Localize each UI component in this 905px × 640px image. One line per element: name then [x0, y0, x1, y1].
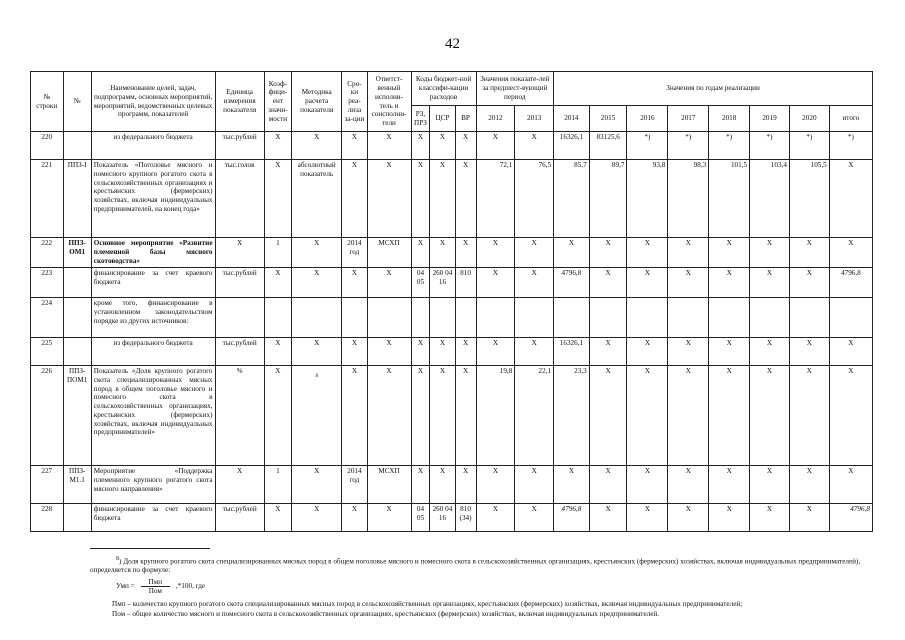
row-csr: X [430, 366, 455, 466]
row-2014: 85,7 [554, 160, 590, 238]
formula-fraction [141, 578, 171, 595]
row-vr: X [455, 132, 476, 160]
formula-numerator: Пмп [141, 578, 171, 587]
row-2012: X [476, 504, 515, 532]
footnote-definition [90, 556, 880, 575]
row-coef: X [264, 338, 291, 366]
header-years-values: Значения по годам реализации [554, 72, 873, 106]
header-year-2017: 2017 [668, 106, 709, 132]
row-2013: X [515, 268, 554, 298]
row-2020: X [789, 338, 829, 366]
row-terms: X [342, 268, 367, 298]
row-total: X [829, 160, 872, 238]
row-2013: X [515, 338, 554, 366]
row-vr: X [455, 338, 476, 366]
row-method [292, 298, 342, 338]
header-year-2016: 2016 [627, 106, 668, 132]
row-terms: X [342, 504, 367, 532]
row-executor: X [367, 132, 411, 160]
row-number: 222 [31, 238, 64, 268]
row-2018: X [709, 466, 750, 504]
row-2015: X [589, 338, 627, 366]
row-executor: МСХП [367, 466, 411, 504]
row-name: Показатель «Доля крупного рогатого скота специализированных мясных пород в общем поголовье мясного и помесного скота в сельскохозяйственных организациях, крестьянских (фермерских) хозяйствах, включая индивидуальных предпринимателей» [91, 366, 215, 466]
header-vr: ВР [455, 106, 476, 132]
formula-right: ,*100, где [175, 582, 206, 591]
row-csr [430, 298, 455, 338]
row-2012 [476, 298, 515, 338]
row-2014: 16326,1 [554, 338, 590, 366]
header-row-number: № строки [31, 72, 64, 132]
row-2020: 105,5 [789, 160, 829, 238]
row-name: финансирование за счет краевого бюджета [91, 268, 215, 298]
header-row-1 [31, 72, 873, 106]
header-name: Наименование целей, задач, подпрограмм, основных мероприятий, мероприятий, ведомственных целевых программ, показателей [91, 72, 215, 132]
row-coef: X [264, 160, 291, 238]
row-rz: X [411, 238, 430, 268]
row-terms [342, 298, 367, 338]
row-2020: X [789, 466, 829, 504]
row-coef: X [264, 504, 291, 532]
row-2012: X [476, 268, 515, 298]
header-year-2019: 2019 [750, 106, 790, 132]
table-row [31, 366, 873, 466]
row-coef [264, 298, 291, 338]
table-row [31, 504, 873, 532]
row-number: 221 [31, 160, 64, 238]
header-year-2018: 2018 [709, 106, 750, 132]
row-executor: X [367, 366, 411, 466]
row-2020: X [789, 504, 829, 532]
row-rz: X [411, 160, 430, 238]
row-2016 [627, 298, 668, 338]
row-name: Показатель «Поголовье мясного и помесного крупного рогатого скота в сельскохозяйственных организациях и крестьянских (фермерских) хозяйствах, включая индивидуальных предпринимателей, на конец года» [91, 160, 215, 238]
row-2015: 83125,6 [589, 132, 627, 160]
row-rz: 04 05 [411, 504, 430, 532]
row-2012: 19,8 [476, 366, 515, 466]
row-number: 224 [31, 298, 64, 338]
row-2016: X [627, 268, 668, 298]
row-number: 220 [31, 132, 64, 160]
table-row [31, 466, 873, 504]
row-2015: 89,7 [589, 160, 627, 238]
header-coefficient: Коэф-фици-ент значи-мости [264, 72, 291, 132]
row-code: ППЗ-ОМ1 [63, 238, 91, 268]
row-csr: X [430, 132, 455, 160]
row-executor: X [367, 338, 411, 366]
row-2015: X [589, 466, 627, 504]
row-2015: X [589, 268, 627, 298]
row-2018: X [709, 504, 750, 532]
row-2015: X [589, 504, 627, 532]
row-rz: X [411, 466, 430, 504]
row-unit: X [215, 238, 264, 268]
row-vr: X [455, 466, 476, 504]
header-terms: Сро-ки реа-лиза за-ции [342, 72, 367, 132]
row-vr [455, 298, 476, 338]
row-2020: X [789, 268, 829, 298]
row-2015: X [589, 366, 627, 466]
row-2019: *) [750, 132, 790, 160]
row-code: ППЗ-М1.1 [63, 466, 91, 504]
row-2016: X [627, 366, 668, 466]
row-rz: X [411, 338, 430, 366]
header-budget-codes: Коды бюджет-ной классифи-кации расходов [411, 72, 476, 106]
table-row [31, 132, 873, 160]
row-number: 227 [31, 466, 64, 504]
row-method: абсолютный показатель [292, 160, 342, 238]
row-coef: X [264, 132, 291, 160]
row-name: из федерального бюджета [91, 132, 215, 160]
row-rz: X [411, 132, 430, 160]
row-2012: 72,1 [476, 160, 515, 238]
row-method: X [292, 268, 342, 298]
row-2017: X [668, 366, 709, 466]
row-coef: 1 [264, 466, 291, 504]
row-code [63, 504, 91, 532]
row-csr: X [430, 238, 455, 268]
row-method: X [292, 466, 342, 504]
row-2012: X [476, 238, 515, 268]
row-executor: X [367, 504, 411, 532]
row-executor [367, 298, 411, 338]
row-2016: *) [627, 132, 668, 160]
table-row [31, 238, 873, 268]
row-total: X [829, 366, 872, 466]
row-terms: X [342, 132, 367, 160]
row-vr: X [455, 238, 476, 268]
row-vr: X [455, 366, 476, 466]
footnote-mark: 8 [116, 556, 119, 562]
row-2013: 76,5 [515, 160, 554, 238]
row-executor: X [367, 160, 411, 238]
row-2020: *) [789, 132, 829, 160]
footnote-divider [90, 548, 210, 549]
row-2019: X [750, 338, 790, 366]
row-method: X [292, 238, 342, 268]
row-total: 4796,8 [829, 268, 872, 298]
row-2019: X [750, 268, 790, 298]
row-method: X [292, 132, 342, 160]
row-2017 [668, 298, 709, 338]
row-unit: тыс.рублей [215, 268, 264, 298]
header-csr: ЦСР [430, 106, 455, 132]
row-2020: X [789, 366, 829, 466]
row-2012: X [476, 466, 515, 504]
header-year-2015: 2015 [589, 106, 627, 132]
row-2019: 103,4 [750, 160, 790, 238]
row-rz: X [411, 366, 430, 466]
row-code [63, 338, 91, 366]
footnote-text-2: Пмп – количество крупного рогатого скота специализированных мясных пород в сельскохозяйственных организациях, крестьянских (фермерских) хозяйствах, включая индивидуальных предпринимателей; [112, 600, 743, 608]
row-csr: 260 04 16 [430, 268, 455, 298]
row-2019 [750, 298, 790, 338]
row-2012: X [476, 132, 515, 160]
row-2014: 4796,8 [554, 504, 590, 532]
row-2013: X [515, 466, 554, 504]
row-2013: 22,1 [515, 366, 554, 466]
row-2020: X [789, 238, 829, 268]
row-number: 228 [31, 504, 64, 532]
row-2017: X [668, 504, 709, 532]
row-csr: X [430, 466, 455, 504]
row-coef: X [264, 268, 291, 298]
row-number: 225 [31, 338, 64, 366]
row-2018: *) [709, 132, 750, 160]
row-2018: X [709, 238, 750, 268]
formula-denominator: Пом [148, 587, 162, 595]
row-terms: X [342, 160, 367, 238]
row-coef: 1 [264, 238, 291, 268]
row-2017: X [668, 466, 709, 504]
header-method: Методика расчета показателя [292, 72, 342, 132]
row-terms: 2014 год [342, 238, 367, 268]
row-executor: МСХП [367, 238, 411, 268]
row-2016: 93,8 [627, 160, 668, 238]
header-year-2013: 2013 [515, 106, 554, 132]
footnote-text-3: Пом – общее количество мясного и помесного скота в сельскохозяйственных организациях, крестьянских (фермерских) хозяйствах, включая индивидуальных предпринимателей. [112, 610, 660, 618]
row-code [63, 132, 91, 160]
row-code [63, 298, 91, 338]
row-2014: 23,3 [554, 366, 590, 466]
row-number: 226 [31, 366, 64, 466]
header-rz: РЗ, ПРЗ [411, 106, 430, 132]
row-vr: 810 (34) [455, 504, 476, 532]
row-2017: X [668, 338, 709, 366]
row-total: X [829, 466, 872, 504]
formula-left: Умп = [116, 582, 135, 591]
row-vr: 810 [455, 268, 476, 298]
row-2017: X [668, 238, 709, 268]
row-2016: X [627, 504, 668, 532]
row-code: ППЗ-I [63, 160, 91, 238]
row-name: Мероприятие «Поддержка племенного крупного рогатого скота мясного направления» [91, 466, 215, 504]
row-csr: X [430, 338, 455, 366]
row-name: из федерального бюджета [91, 338, 215, 366]
row-2018: X [709, 366, 750, 466]
row-2013: X [515, 238, 554, 268]
row-terms: 2014 год [342, 466, 367, 504]
row-unit: тыс.рублей [215, 338, 264, 366]
row-2015 [589, 298, 627, 338]
row-csr: 260 04 16 [430, 504, 455, 532]
row-2015: X [589, 238, 627, 268]
row-2018 [709, 298, 750, 338]
row-2017: 98,3 [668, 160, 709, 238]
row-code [63, 268, 91, 298]
header-unit: Единица измерения показателя [215, 72, 264, 132]
row-2013: X [515, 132, 554, 160]
row-2018: 101,5 [709, 160, 750, 238]
row-vr: X [455, 160, 476, 238]
row-name: Основное мероприятие «Развитие племенной базы мясного скотоводства» [91, 238, 215, 268]
row-2012: X [476, 338, 515, 366]
row-2018: X [709, 338, 750, 366]
row-unit: тыс.голов [215, 160, 264, 238]
row-unit: тыс.рублей [215, 504, 264, 532]
row-2019: X [750, 466, 790, 504]
row-terms: X [342, 338, 367, 366]
row-2020 [789, 298, 829, 338]
row-2019: X [750, 366, 790, 466]
header-year-2014: 2014 [554, 106, 590, 132]
row-total: X [829, 238, 872, 268]
row-2014 [554, 298, 590, 338]
header-code: № [63, 72, 91, 132]
table-row [31, 298, 873, 338]
row-rz: 04 05 [411, 268, 430, 298]
row-total: *) [829, 132, 872, 160]
header-total: итого [829, 106, 872, 132]
row-2019: X [750, 504, 790, 532]
row-2014: 16326,1 [554, 132, 590, 160]
row-method: 8 [292, 366, 342, 466]
row-2013: X [515, 504, 554, 532]
row-total: 4796,8 [829, 504, 872, 532]
row-unit: % [215, 366, 264, 466]
table-row [31, 160, 873, 238]
row-total [829, 298, 872, 338]
row-unit [215, 298, 264, 338]
row-2014: 4796,8 [554, 268, 590, 298]
row-2013 [515, 298, 554, 338]
row-unit: тыс.рублей [215, 132, 264, 160]
row-2018: X [709, 268, 750, 298]
row-rz [411, 298, 430, 338]
row-2016: X [627, 466, 668, 504]
row-csr: X [430, 160, 455, 238]
row-2017: X [668, 268, 709, 298]
table-row [31, 338, 873, 366]
row-2019: X [750, 238, 790, 268]
row-terms: X [342, 366, 367, 466]
page-number: 42 [445, 36, 460, 52]
header-year-2020: 2020 [789, 106, 829, 132]
header-year-2012: 2012 [476, 106, 515, 132]
row-code: ППЗ-ПОМ1 [63, 366, 91, 466]
row-method: X [292, 504, 342, 532]
row-2017: *) [668, 132, 709, 160]
row-2014: X [554, 466, 590, 504]
row-number: 223 [31, 268, 64, 298]
row-2016: X [627, 238, 668, 268]
row-executor: X [367, 268, 411, 298]
row-name: кроме того, финансирование в установленном законодательством порядке из других источников: [91, 298, 215, 338]
table-row [31, 268, 873, 298]
program-indicators-table [30, 71, 873, 532]
formula [116, 578, 205, 595]
header-executor: Ответст-венный исполни-тель и соисполни-тели [367, 72, 411, 132]
header-previous-values: Значения показате-лей за предшест-вующий период [476, 72, 554, 106]
row-unit: X [215, 466, 264, 504]
row-method: X [292, 338, 342, 366]
row-total: X [829, 338, 872, 366]
row-2014: X [554, 238, 590, 268]
row-coef: X [264, 366, 291, 466]
row-2016: X [627, 338, 668, 366]
footnote-text-1: ) Доля крупного рогатого скота специализированных мясных пород в общем поголовье мясного и помесного скота в сельскохозяйственных организациях, крестьянских (фермерских) хозяйствах, включая индивидуальных предпринимателей), определяется по формуле: [90, 557, 861, 575]
row-name: финансирование за счет краевого бюджета [91, 504, 215, 532]
